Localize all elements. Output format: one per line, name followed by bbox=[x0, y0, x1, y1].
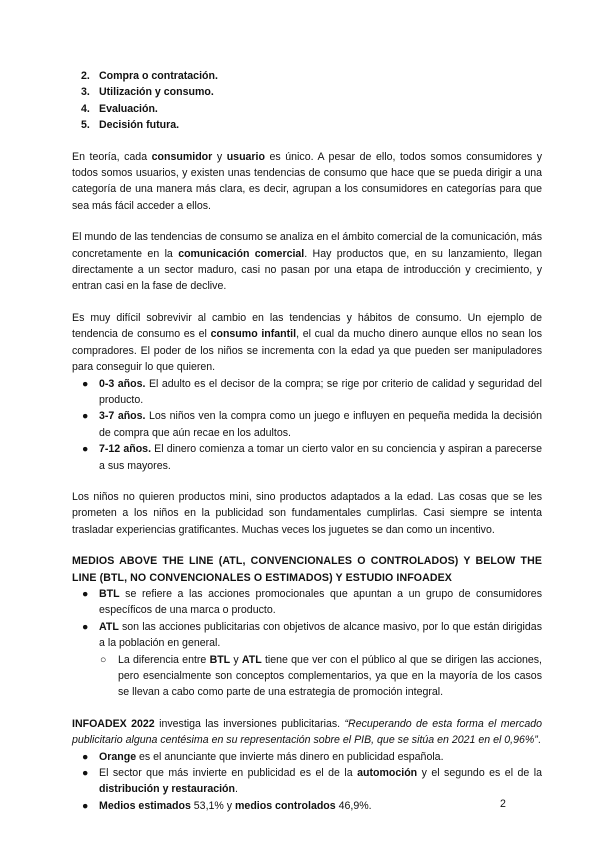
list-item: ● 0-3 años. El adulto es el decisor de la compra; se rige por criterio de calidad y seguridad del producto. bbox=[82, 377, 542, 406]
paragraph-infoadex: INFOADEX 2022 investiga las inversiones publicitarias. “Recuperando de esta forma el mercado publicitario alguna centésima en su representación sobre el PIB, que se sitúa en 2021 en el 0,96%”. bbox=[72, 717, 542, 747]
list-number: 3. bbox=[81, 86, 90, 99]
list-item: ● El sector que más invierte en publicidad es el de la automoción y el segundo es el de la distribución y restauración. bbox=[82, 767, 542, 796]
section-heading: MEDIOS ABOVE THE LINE (ATL, CONVENCIONALES O CONTROLADOS) Y BELOW THE LINE (BTL, NO CONVENCIONALES O ESTIMADOS) Y ESTUDIO INFOADEX bbox=[72, 555, 542, 584]
facts-list bbox=[72, 749, 542, 815]
list-item-text: Decisión futura. bbox=[99, 119, 180, 132]
list-item-text: Evaluación. bbox=[99, 102, 158, 115]
media-list bbox=[72, 586, 542, 652]
numbered-list bbox=[72, 68, 542, 134]
document-page bbox=[72, 68, 542, 814]
list-number: 2. bbox=[81, 70, 90, 82]
list-item bbox=[72, 68, 542, 84]
paragraph-tendencias: El mundo de las tendencias de consumo se analiza en el ámbito comercial de la comunicación, más concretamente en la comunicación comercial. Hay productos que, en su lanzamiento, llegan directamente a un sector maduro, casi no pasan por una etapa de introducción y crecimiento, y entran casi en la fase de declive. bbox=[72, 231, 543, 293]
list-item bbox=[72, 101, 542, 117]
list-item: ● 3-7 años. Los niños ven la compra como un juego e influyen en pequeña medida la decisión de compra que aún recae en los adultos. bbox=[82, 410, 542, 439]
list-number: 5. bbox=[81, 119, 90, 132]
paragraph-consumo-infantil: Es muy difícil sobrevivir al cambio en las tendencias y hábitos de consumo. Un ejemplo de tendencia de consumo es el consumo infantil, el cual da mucho dinero aunque ellos no sean los compradores. El poder de los niños se incrementa con la edad ya que pueden ser manipuladores para conseguir lo que quieren. bbox=[72, 311, 543, 374]
list-number: 4. bbox=[81, 102, 90, 115]
bullet-icon: ● bbox=[82, 799, 89, 812]
list-item-text: Utilización y consumo. bbox=[99, 86, 214, 99]
bullet-icon: ● bbox=[82, 767, 89, 780]
bullet-icon: ● bbox=[82, 443, 89, 456]
media-sublist bbox=[72, 652, 542, 701]
list-item: ● Medios estimados 53,1% y medios controlados 46,9%. bbox=[72, 798, 542, 814]
bullet-icon: ● bbox=[82, 750, 89, 763]
bullet-icon: ● bbox=[82, 377, 89, 390]
list-item bbox=[72, 117, 542, 133]
bullet-icon: ● bbox=[82, 410, 89, 423]
hollow-bullet-icon: ○ bbox=[100, 653, 107, 666]
age-list bbox=[72, 376, 542, 474]
list-item: ○ La diferencia entre BTL y ATL tiene que ver con el público al que se dirigen las acciones, pero esencialmente son conceptos complementarios, ya que en la mayoría de los casos se llevan a cabo como parte de una estrategia de promoción integral. bbox=[100, 653, 542, 699]
paragraph-consumidor-usuario: En teoría, cada consumidor y usuario es único. A pesar de ello, todos somos consumidores y todos somos usuarios, y existen unas tendencias de consumo que hace que se pueda dirigir a una categoría de una manera más clara, es decir, agrupan a los consumidores en categorías para que sea más fácil acceder a ellos. bbox=[72, 150, 543, 212]
list-item: ● BTL se refiere a las acciones promocionales que apuntan a un grupo de consumidores específicos de una marca o producto. bbox=[82, 587, 542, 617]
list-item bbox=[72, 84, 542, 100]
list-item: ● Orange es el anunciante que invierte más dinero en publicidad española. bbox=[72, 749, 542, 765]
list-item: ● ATL son las acciones publicitarias con objetivos de alcance masivo, por lo que están dirigidas a la población en general. bbox=[82, 620, 542, 650]
list-item: ● 7-12 años. El dinero comienza a tomar un cierto valor en su conciencia y aspiran a parecerse a sus mayores. bbox=[82, 443, 542, 472]
list-item-text: Compra o contratación. bbox=[99, 70, 218, 82]
paragraph-ninos: Los niños no quieren productos mini, sino productos adaptados a la edad. Las cosas que se les prometen a los niños en la publicidad son fundamentales cumplirlas. Casi siempre se intenta trasladar experiencias gratificantes. Muchas veces los juguetes se dan como un incentivo. bbox=[72, 490, 542, 536]
page-number: 2 bbox=[500, 798, 506, 810]
bullet-icon: ● bbox=[82, 587, 89, 600]
bullet-icon: ● bbox=[82, 620, 89, 633]
